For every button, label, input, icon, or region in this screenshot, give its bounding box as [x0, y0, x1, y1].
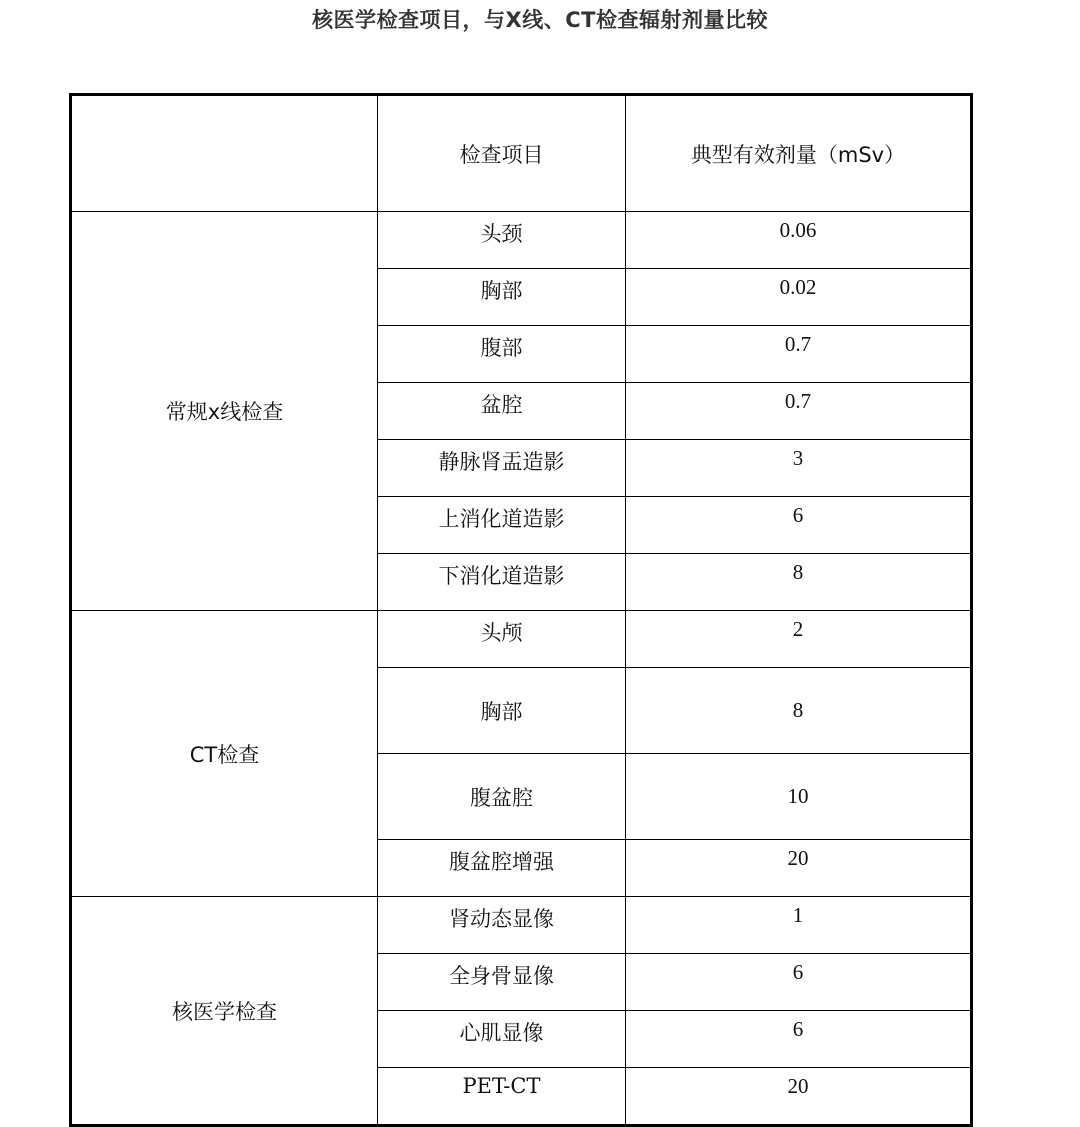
dose-value: 0.7 — [626, 326, 972, 383]
dose-value: 0.02 — [626, 269, 972, 326]
exam-item: 腹盆腔增强 — [378, 840, 626, 897]
exam-item: 全身骨显像 — [378, 954, 626, 1011]
dose-value: 20 — [626, 840, 972, 897]
header-item: 检查项目 — [378, 95, 626, 212]
dose-value: 6 — [626, 1011, 972, 1068]
exam-item: 腹盆腔 — [378, 754, 626, 840]
dose-value: 2 — [626, 611, 972, 668]
table-row — [71, 212, 972, 269]
header-category — [71, 95, 378, 212]
dose-comparison-table — [69, 93, 973, 1127]
dose-value: 8 — [626, 668, 972, 754]
group-xray: 常规x线检查 — [71, 212, 378, 611]
exam-item: 头颈 — [378, 212, 626, 269]
exam-item: 盆腔 — [378, 383, 626, 440]
exam-item: 上消化道造影 — [378, 497, 626, 554]
exam-item: 头颅 — [378, 611, 626, 668]
dose-value: 6 — [626, 954, 972, 1011]
group-nuclear: 核医学检查 — [71, 897, 378, 1126]
exam-item: 心肌显像 — [378, 1011, 626, 1068]
exam-item: 胸部 — [378, 269, 626, 326]
exam-item: 静脉肾盂造影 — [378, 440, 626, 497]
dose-value: 10 — [626, 754, 972, 840]
table-row — [71, 611, 972, 668]
exam-item: 肾动态显像 — [378, 897, 626, 954]
exam-item: 腹部 — [378, 326, 626, 383]
exam-item: 下消化道造影 — [378, 554, 626, 611]
dose-value: 8 — [626, 554, 972, 611]
dose-value: 20 — [626, 1068, 972, 1126]
header-dose: 典型有效剂量（mSv） — [626, 95, 972, 212]
dose-value: 0.06 — [626, 212, 972, 269]
dose-value: 0.7 — [626, 383, 972, 440]
dose-value: 3 — [626, 440, 972, 497]
dose-value: 6 — [626, 497, 972, 554]
exam-item: PET-CT — [378, 1068, 626, 1126]
table-row — [71, 897, 972, 954]
dose-value: 1 — [626, 897, 972, 954]
page-title: 核医学检查项目，与X线、CT检查辐射剂量比较 — [312, 8, 768, 32]
exam-item: 胸部 — [378, 668, 626, 754]
table-header-row — [71, 95, 972, 212]
group-ct: CT检查 — [71, 611, 378, 897]
